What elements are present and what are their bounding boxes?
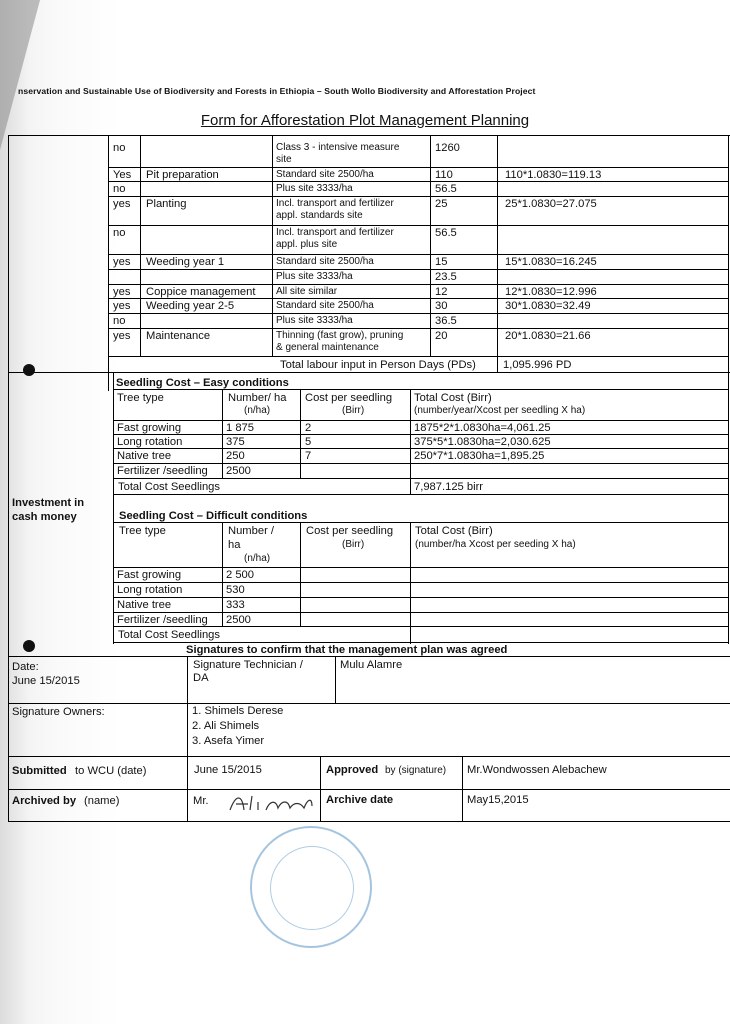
row-calculation: 15*1.0830=16.245 [505,256,597,268]
row-flag: yes [113,198,131,210]
easy-cost: 2 [305,422,312,434]
row-person-days: 25 [435,198,448,210]
difficult-header-number-ha: ha [228,539,241,551]
easy-total-label: Total Cost Seedlings [118,481,220,493]
rule-line [113,420,728,421]
rule-line [8,656,730,657]
rule-line [8,821,730,822]
archived-by: Mr. [193,795,209,807]
difficult-header-total-formula: (number/ha Xcost per seeding X ha) [415,539,576,550]
row-description: Class 3 - intensive measure [276,142,400,153]
easy-tree-type: Long rotation [117,436,183,448]
easy-number: 250 [226,450,245,462]
row-person-days: 15 [435,256,448,268]
rule-line [8,756,730,757]
easy-total: 375*5*1.0830ha=2,030.625 [414,436,551,448]
row-flag: yes [113,300,131,312]
difficult-number: 530 [226,584,245,596]
rule-line [300,389,301,478]
row-person-days: 30 [435,300,448,312]
difficult-header-tree: Tree type [119,525,166,537]
approved-label: Approved [326,764,379,776]
rule-line [272,135,273,356]
row-description: Standard site 2500/ha [276,256,374,267]
row-description: Plus site 3333/ha [276,183,353,194]
easy-tree-type: Fast growing [117,422,182,434]
easy-header-total: Total Cost (Birr) [414,392,492,404]
easy-header-cost: Cost per seedling [305,392,393,404]
rule-line [108,269,728,270]
rule-line [8,372,730,373]
row-calculation: 25*1.0830=27.075 [505,198,597,210]
rule-line [108,181,728,182]
easy-header-number: Number/ ha [228,392,287,404]
submitted-label: Submitted [12,765,67,777]
rule-line [8,703,730,704]
row-description: Incl. transport and fertilizer [276,198,394,209]
approved-label-cont: by (signature) [385,765,447,776]
hole-punch-2 [23,640,35,652]
row-flag: no [113,227,126,239]
row-activity: Planting [146,198,187,210]
difficult-header-number-unit: (n/ha) [244,553,271,564]
row-calculation: 110*1.0830=119.13 [505,169,602,181]
rule-line [113,626,728,627]
easy-header-tree: Tree type [117,392,164,404]
row-calculation: 12*1.0830=12.996 [505,286,597,298]
archive-date: May15,2015 [467,794,529,806]
difficult-number: 333 [226,599,245,611]
rule-line [187,656,188,821]
difficult-tree-type: Long rotation [117,584,183,596]
difficult-tree-type: Fertilizer /seedling [117,614,208,626]
row-activity: Weeding year 2-5 [146,300,235,312]
approved-by: Mr.Wondwossen Alebachew [467,764,607,776]
rule-line [108,298,728,299]
row-activity: Weeding year 1 [146,256,225,268]
easy-number: 1 875 [226,422,254,434]
rule-line [108,225,728,226]
row-description: Incl. transport and fertilizer [276,227,394,238]
rule-line [108,313,728,314]
rule-line [113,567,728,568]
easy-total: 250*7*1.0830ha=1,895.25 [414,450,545,462]
rule-line [728,372,729,644]
row-person-days: 56.5 [435,227,457,239]
row-description: All site similar [276,286,338,297]
easy-cost: 5 [305,436,312,448]
row-calculation: 30*1.0830=32.49 [505,300,591,312]
rule-line [113,372,114,644]
row-person-days: 23.5 [435,271,457,283]
difficult-title: Seedling Cost – Difficult conditions [119,510,308,522]
technician-label: Signature Technician / [193,659,303,671]
rule-line [410,389,411,494]
row-person-days: 20 [435,330,448,342]
row-person-days: 110 [435,169,453,181]
difficult-header-cost-unit: (Birr) [342,539,365,550]
rule-line [140,135,141,356]
form-title: Form for Afforestation Plot Management Planning [200,112,530,129]
date-label: Date: [12,661,39,673]
difficult-header-cost: Cost per seedling [306,525,394,537]
rule-line [113,463,728,464]
project-header: nservation and Sustainable Use of Biodiversity and Forests in Ethiopia – South Wollo Biodiversity and Afforestation Project [18,86,536,96]
rule-line [113,582,728,583]
rule-line [108,135,109,391]
rule-line [108,356,728,357]
rule-line [113,478,728,479]
owner-name: 1. Shimels Derese [192,705,284,717]
technician-name: Mulu Alamre [340,659,403,671]
owners-label: Signature Owners: [12,706,105,718]
archive-date-label: Archive date [326,794,394,806]
row-calculation: 20*1.0830=21.66 [505,330,591,342]
easy-total-value: 7,987.125 birr [414,481,484,493]
rule-line [113,597,728,598]
rule-line [335,656,336,704]
investment-label-cont: cash money [12,511,77,523]
owner-name: 2. Ali Shimels [192,720,260,732]
row-person-days: 56.5 [435,183,457,195]
rule-line [113,612,728,613]
rule-line [430,135,431,356]
rule-line [113,448,728,449]
rule-line [113,389,728,390]
easy-number: 2500 [226,465,251,477]
difficult-number: 2 500 [226,569,254,581]
easy-total: 1875*2*1.0830ha=4,061.25 [414,422,551,434]
submitted-date: June 15/2015 [194,764,262,776]
difficult-number: 2500 [226,614,251,626]
investment-label: Investment in [12,497,85,509]
row-description: Standard site 2500/ha [276,300,374,311]
row-flag: no [113,142,126,154]
archived-label: Archived by [12,795,77,807]
row-description: Plus site 3333/ha [276,315,353,326]
row-person-days: 12 [435,286,448,298]
rule-line [8,135,9,821]
difficult-tree-type: Fast growing [117,569,182,581]
rule-line [222,522,223,626]
row-description-cont: site [276,154,292,165]
row-flag: no [113,315,126,327]
rule-line [108,167,728,168]
difficult-header-total: Total Cost (Birr) [415,525,493,537]
submitted-label-cont: to WCU (date) [75,765,147,777]
row-description-cont: & general maintenance [276,342,379,353]
easy-header-number-unit: (n/ha) [244,405,271,416]
easy-number: 375 [226,436,245,448]
rule-line [113,494,728,495]
rule-line [728,135,729,372]
date-value: June 15/2015 [12,675,80,687]
rule-line [113,642,728,643]
archived-label-cont: (name) [84,795,120,807]
signature-scribble [226,792,316,814]
owner-name: 3. Asefa Yimer [192,735,265,747]
row-person-days: 36.5 [435,315,457,327]
rule-line [300,522,301,626]
easy-header-cost-unit: (Birr) [342,405,365,416]
row-flag: yes [113,286,131,298]
row-person-days: 1260 [435,142,460,154]
row-description: Plus site 3333/ha [276,271,353,282]
total-labour-label: Total labour input in Person Days (PDs) [280,359,476,371]
hole-punch-1 [23,364,35,376]
rule-line [108,196,728,197]
easy-header-total-formula: (number/year/Xcost per seedling X ha) [414,405,586,416]
row-description-cont: appl. plus site [276,239,338,250]
easy-tree-type: Native tree [117,450,172,462]
rule-line [108,254,728,255]
rule-line [410,522,411,644]
technician-label-cont: DA [193,672,209,684]
row-flag: no [113,183,126,195]
row-description-cont: appl. standards site [276,210,363,221]
row-flag: yes [113,330,131,342]
easy-title: Seedling Cost – Easy conditions [116,377,289,389]
difficult-total-label: Total Cost Seedlings [118,629,220,641]
total-labour-value: 1,095.996 PD [503,359,572,371]
rule-line [113,522,728,523]
easy-cost: 7 [305,450,312,462]
row-activity: Coppice management [146,286,256,298]
row-flag: Yes [113,169,132,181]
office-stamp [250,826,372,948]
row-description: Thinning (fast grow), pruning [276,330,404,341]
row-activity: Maintenance [146,330,211,342]
rule-line [108,328,728,329]
easy-tree-type: Fertilizer /seedling [117,465,208,477]
row-flag: yes [113,256,131,268]
rule-line [113,434,728,435]
row-activity: Pit preparation [146,169,219,181]
rule-line [222,389,223,478]
difficult-header-number: Number / [228,525,275,537]
rule-line [108,284,728,285]
rule-line [8,789,730,790]
difficult-tree-type: Native tree [117,599,172,611]
signatures-title: Signatures to confirm that the management plan was agreed [186,644,508,656]
rule-line [8,135,730,136]
row-description: Standard site 2500/ha [276,169,374,180]
